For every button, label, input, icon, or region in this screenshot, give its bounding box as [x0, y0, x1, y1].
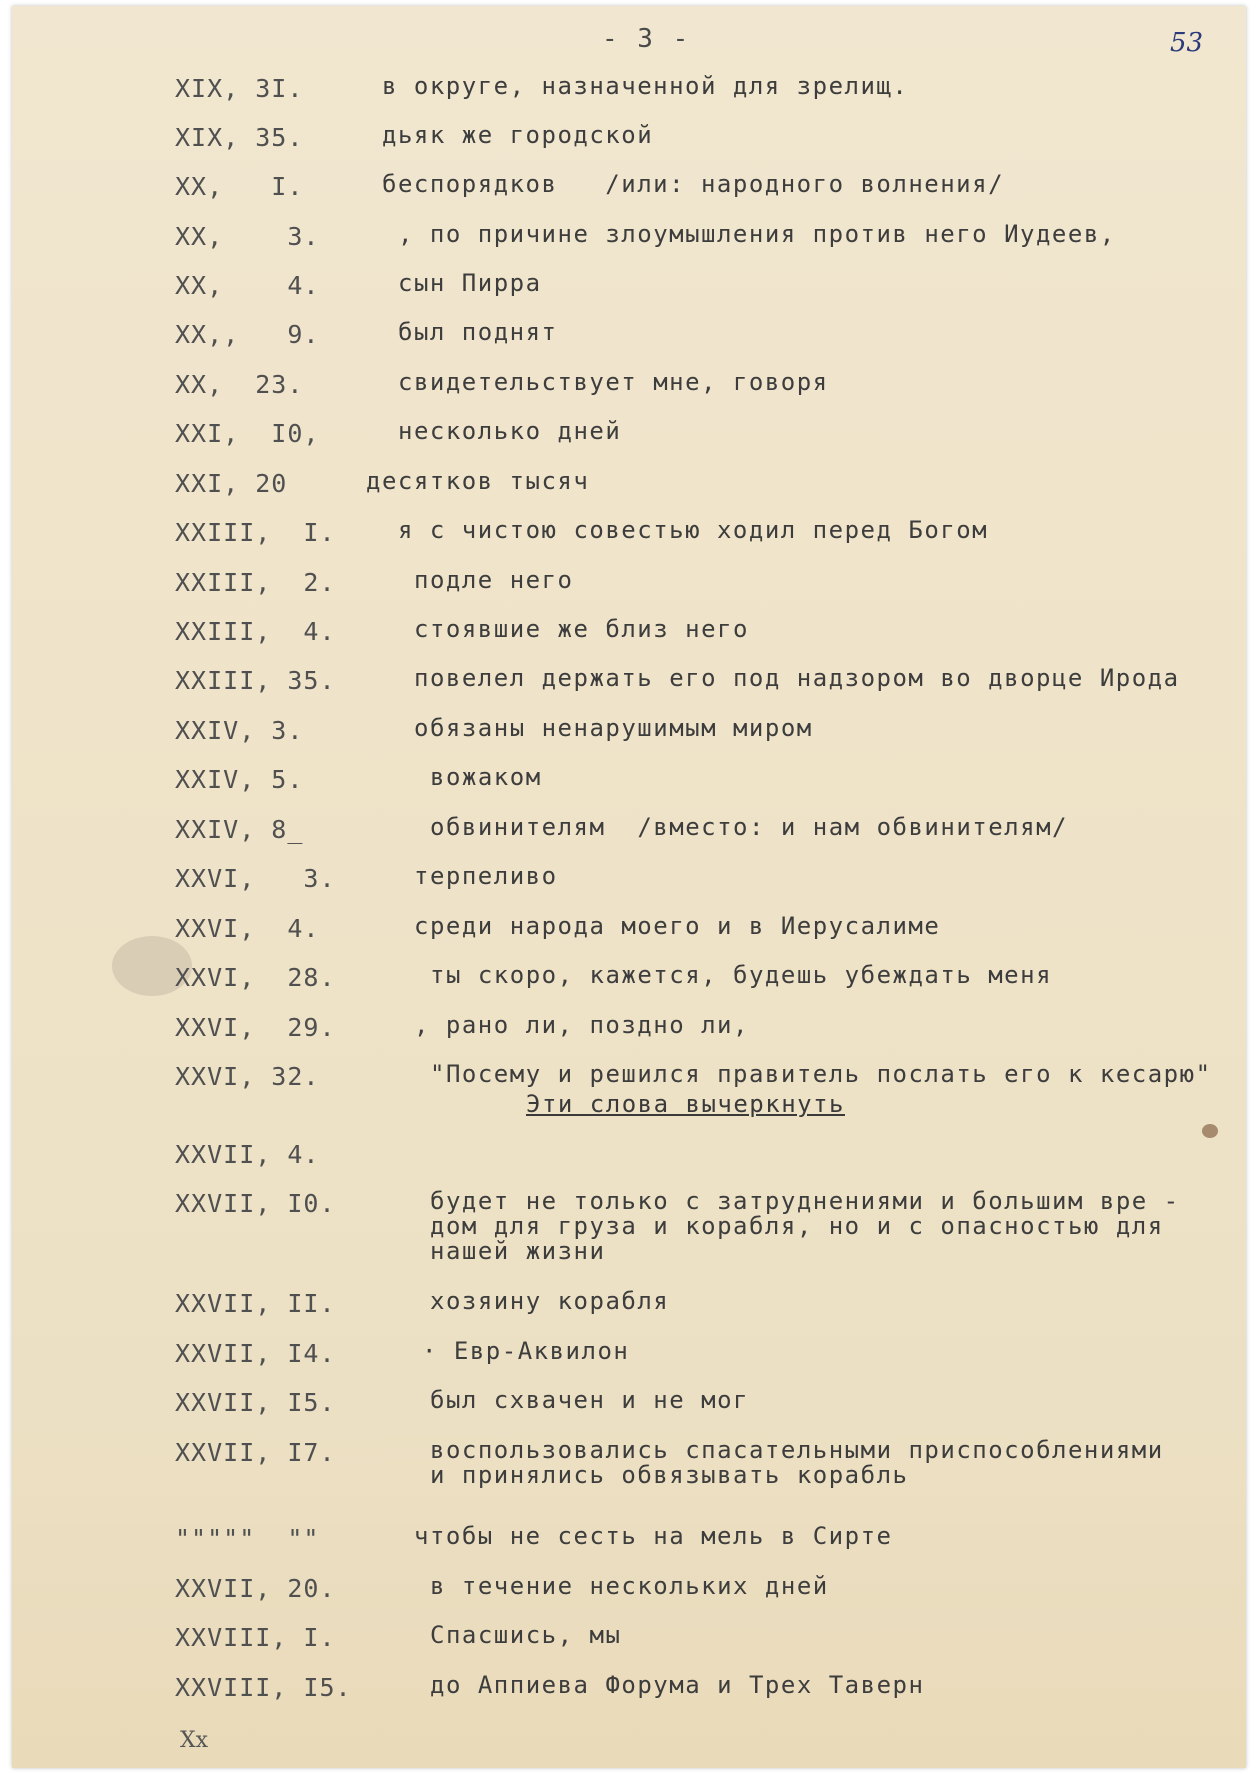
entry-row [12, 370, 1246, 410]
entry-row [12, 1524, 1246, 1564]
verse-reference: XXVII, I5. [175, 1388, 336, 1417]
verse-reference: XXVI, 4. [175, 914, 320, 943]
entry-row [12, 271, 1246, 311]
verse-reference: XXVI, 28. [175, 963, 336, 992]
correction-text: воспользовались спасательными приспособлениями и принялись обвязывать корабль [430, 1436, 1164, 1489]
correction-text: хозяину корабля [430, 1287, 670, 1315]
entry-row [12, 320, 1246, 360]
paper-sheet [12, 6, 1246, 1768]
entry-row [12, 123, 1246, 163]
entry-row [12, 419, 1246, 459]
correction-text: сын Пирра [398, 269, 542, 297]
correction-text: до Аппиева Форума и Трех Таверн [430, 1671, 925, 1699]
entry-row [12, 172, 1246, 212]
entry-row [12, 1673, 1246, 1713]
correction-text: в округе, назначенной для зрелищ. [382, 72, 909, 100]
correction-text: будет не только с затруднениями и большим вре - дом для груза и корабля, но и с опасностью для нашей жизни [430, 1187, 1180, 1265]
correction-text: Спасшись, мы [430, 1621, 622, 1649]
verse-reference: XXVI, 32. [175, 1062, 320, 1091]
entry-row [12, 666, 1246, 706]
entry-row [12, 864, 1246, 904]
entry-row [12, 1388, 1246, 1428]
verse-reference: XXVII, I4. [175, 1339, 336, 1368]
verse-reference: XXIV, 3. [175, 716, 304, 745]
verse-reference: XXIII, I. [175, 518, 336, 547]
correction-text: обязаны ненарушимым миром [414, 714, 813, 742]
correction-text: был поднят [398, 318, 558, 346]
verse-reference: XXVI, 29. [175, 1013, 336, 1042]
correction-text: беспорядков /или: народного волнения/ [382, 170, 1005, 198]
verse-reference: XIX, 3I. [175, 74, 304, 103]
ditto-marks: """"" "" [175, 1524, 320, 1553]
verse-reference: XXI, 20 [175, 469, 288, 498]
verse-reference: XXIII, 35. [175, 666, 336, 695]
verse-reference: XXVIII, I5. [175, 1673, 352, 1702]
entry-row [12, 1289, 1246, 1329]
verse-reference: XXVII, I0. [175, 1189, 336, 1218]
entry-row [12, 222, 1246, 262]
correction-text: , по причине злоумышления против него Иудеев, [398, 220, 1116, 248]
entry-row [12, 469, 1246, 509]
verse-reference: XXVII, II. [175, 1289, 336, 1318]
correction-text: терпеливо [414, 862, 558, 890]
verse-reference: XXVIII, I. [175, 1623, 336, 1652]
entry-row [12, 765, 1246, 805]
correction-text: · Евр-Аквилон [422, 1337, 630, 1365]
correction-text: я с чистою совестью ходил перед Богом [398, 516, 989, 544]
entry-row [12, 815, 1246, 855]
entry-row [12, 1339, 1246, 1379]
entry-row [12, 1574, 1246, 1614]
correction-text: дьяк же городской [382, 121, 654, 149]
verse-reference: XXIII, 4. [175, 617, 336, 646]
entry-row [12, 74, 1246, 114]
correction-text: вожаком [430, 763, 542, 791]
correction-text: был схвачен и не мог [430, 1386, 749, 1414]
entry-row [12, 963, 1246, 1003]
correction-text: десятков тысяч [366, 467, 590, 495]
entry-row [12, 1436, 1246, 1489]
entry-row [12, 568, 1246, 608]
entry-row [12, 914, 1246, 954]
correction-text: повелел держать его под надзором во дворце Ирода [414, 664, 1180, 692]
verse-reference: XX,, 9. [175, 320, 320, 349]
entry-row [12, 1013, 1246, 1053]
archive-folio-number: 53 [1170, 28, 1204, 58]
correction-text: стоявшие же близ него [414, 615, 749, 643]
verse-reference: XX, I. [175, 172, 304, 201]
correction-text: подле него [414, 566, 574, 594]
verse-reference: XX, 4. [175, 271, 320, 300]
entry-row [12, 518, 1246, 558]
verse-reference: XXI, I0, [175, 419, 320, 448]
correction-text: ты скоро, кажется, будешь убеждать меня [430, 961, 1053, 989]
handwritten-footer-mark: Xх [180, 1728, 209, 1753]
correction-text: "Посему и решился правитель послать его к кесарю" [430, 1060, 1212, 1088]
correction-text: свидетельствует мне, говоря [398, 368, 829, 396]
correction-text: среди народа моего и в Иерусалиме [414, 912, 941, 940]
page-number: - 3 - [602, 24, 691, 54]
correction-text: , рано ли, поздно ли, [414, 1011, 749, 1039]
verse-reference: XXVII, 4. [175, 1140, 320, 1169]
entry-row [12, 1140, 1246, 1180]
entry-row [12, 617, 1246, 657]
verse-reference: XXIV, 8_ [175, 815, 304, 844]
verse-reference: XIX, 35. [175, 123, 304, 152]
verse-reference: XX, 3. [175, 222, 320, 251]
verse-reference: XX, 23. [175, 370, 304, 399]
verse-reference: XXIV, 5. [175, 765, 304, 794]
stain-spot [1202, 1124, 1218, 1138]
entry-row [12, 1187, 1246, 1265]
correction-text: чтобы не сесть на мель в Сирте [414, 1522, 893, 1550]
strike-instruction: Эти слова вычеркнуть [526, 1090, 845, 1118]
verse-reference: XXIII, 2. [175, 568, 336, 597]
verse-reference: XXVII, 20. [175, 1574, 336, 1603]
entry-row [12, 716, 1246, 756]
verse-reference: XXVI, 3. [175, 864, 336, 893]
verse-reference: XXVII, I7. [175, 1438, 336, 1467]
entry-row [12, 1623, 1246, 1663]
correction-text: обвинителям /вместо: и нам обвинителям/ [430, 813, 1068, 841]
correction-text: несколько дней [398, 417, 622, 445]
correction-text: в течение нескольких дней [430, 1572, 829, 1600]
